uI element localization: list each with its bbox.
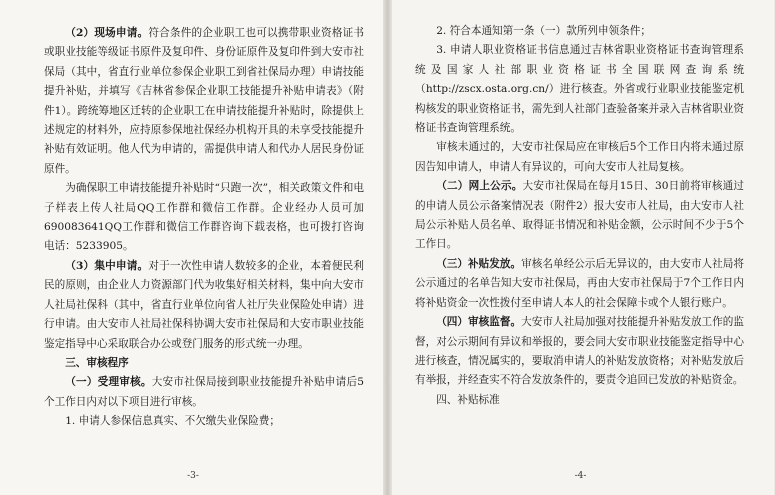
paragraph-onsite-application [44,24,364,179]
text-review-supervision: 大安市人社局加强对技能提升补贴发放工作的监督，对公示期间有异议和举报的，要会同大安市职业技能鉴定指导中心进行核查，情况属实的，要取消申请人的补贴发放资格；对补贴发放后有举报，并经查实不符合发放条件的，要责令追回已发放的补贴资金。 [415,316,745,387]
paragraph-run-once: 为确保职工申请技能提升补贴时“只跑一次”，相关政策文件和电子样表上传人社局QQ工作群和微信工作群。企业经办人员可加690083641QQ工作群和微信工作群咨询下载表格，也可拨打咨询电话：5233905。 [44,182,364,253]
text-onsite-application: 符合条件的企业职工也可以携带职业资格证书或职业技能等级证书原件及复印件、身份证原件及复印件到大安市社保局（其中，省直行业单位参保企业职工到省社保局办理）申请技能提升补贴，并填写《吉林省参保企业职工技能提升补贴申请表》（附件1）。跨统筹地区迁转的企业职工在申请技能提升补贴时，除提供上述规定的材料外，应持原参保地社保经办机构开具的未享受技能提升补贴有效证明。他人代为申请的，需提供申请人和代办人居民身份证原件。 [44,27,365,175]
heading-acceptance-review: （一）受理审核。 [65,376,152,389]
page-4 [387,0,774,495]
page-gutter-shadow [383,0,392,495]
heading-onsite-application: （2）现场申请。 [65,27,149,39]
heading-online-publicity: （二）网上公示。 [436,180,523,193]
paragraph-review-failed: 审核未通过的，大安市社保局应在审核后5个工作日内将未通过原因告知申请人，申请人有异议的，可向大安市人社局复核。 [415,141,744,173]
list-item-3: 3. 申请人职业资格证书信息通过吉林省职业资格证书查询管理系统及国家人社部职业资格证书全国联网查询系统（http://zscx.osta.org.cn/）进行核查。外省或行业职业技能鉴定机构核发的职业资格证书，需先到人社部门查验备案并录入吉林省职业资格证书查询管理系统。 [415,44,744,135]
paragraph-review-supervision [415,313,744,391]
paragraph-batch-application [44,257,364,354]
text-acceptance-review: 大安市社保局接到职业技能提升补贴申请后5个工作日内对以下项目进行审核。 [44,376,364,408]
text-online-publicity: 大安市社保局在每月15日、30日前将审核通过的申请人员公示备案情况表（附件2）报大安市人社局，由大安市人社局公示补贴人员名单、取得证书情况和补贴金额，公示时间不少于5个工作日。 [415,180,744,251]
section-heading-subsidy-standard: 四、补贴标准 [436,393,500,406]
paragraph-acceptance-review [44,373,364,412]
heading-subsidy-payment: （三）补贴发放。 [436,257,522,270]
heading-review-supervision: （四）审核监督。 [436,316,522,329]
text-subsidy-payment: 审核名单经公示后无异议的，由大安市人社局将公示通过的名单告知大安市社保局，再由大安市社保局于7个工作日内将补贴资金一次性拨付至申请人本人的社会保障卡或个人银行账户。 [415,257,745,309]
paragraph-online-publicity [415,177,744,255]
text-batch-application: 对于一次性申请人数较多的企业，本着便民利民的原则，由企业人力资源部门代为收集好相关材料，集中向大安市人社局社保科（其中，省直行业单位向省人社厅失业保险处申请）进行申请。由大安市人社局社保科协调大安市社保局和大安市职业技能鉴定指导中心采取联合办公或登门服务的形式统一办理。 [44,259,365,350]
paragraph-subsidy-payment [415,255,744,313]
heading-batch-application: （3）集中申请。 [65,259,149,272]
list-item-2: 2. 符合本通知第一条（一）款所列申领条件； [436,25,651,37]
page-number-right: -4- [574,471,587,481]
page-number-left: -3- [187,471,199,481]
page-3 [0,0,387,495]
list-item-1: 1. 申请人参保信息真实、不欠缴失业保险费； [65,415,280,428]
section-heading-review-procedure: 三、审核程序 [65,356,129,369]
